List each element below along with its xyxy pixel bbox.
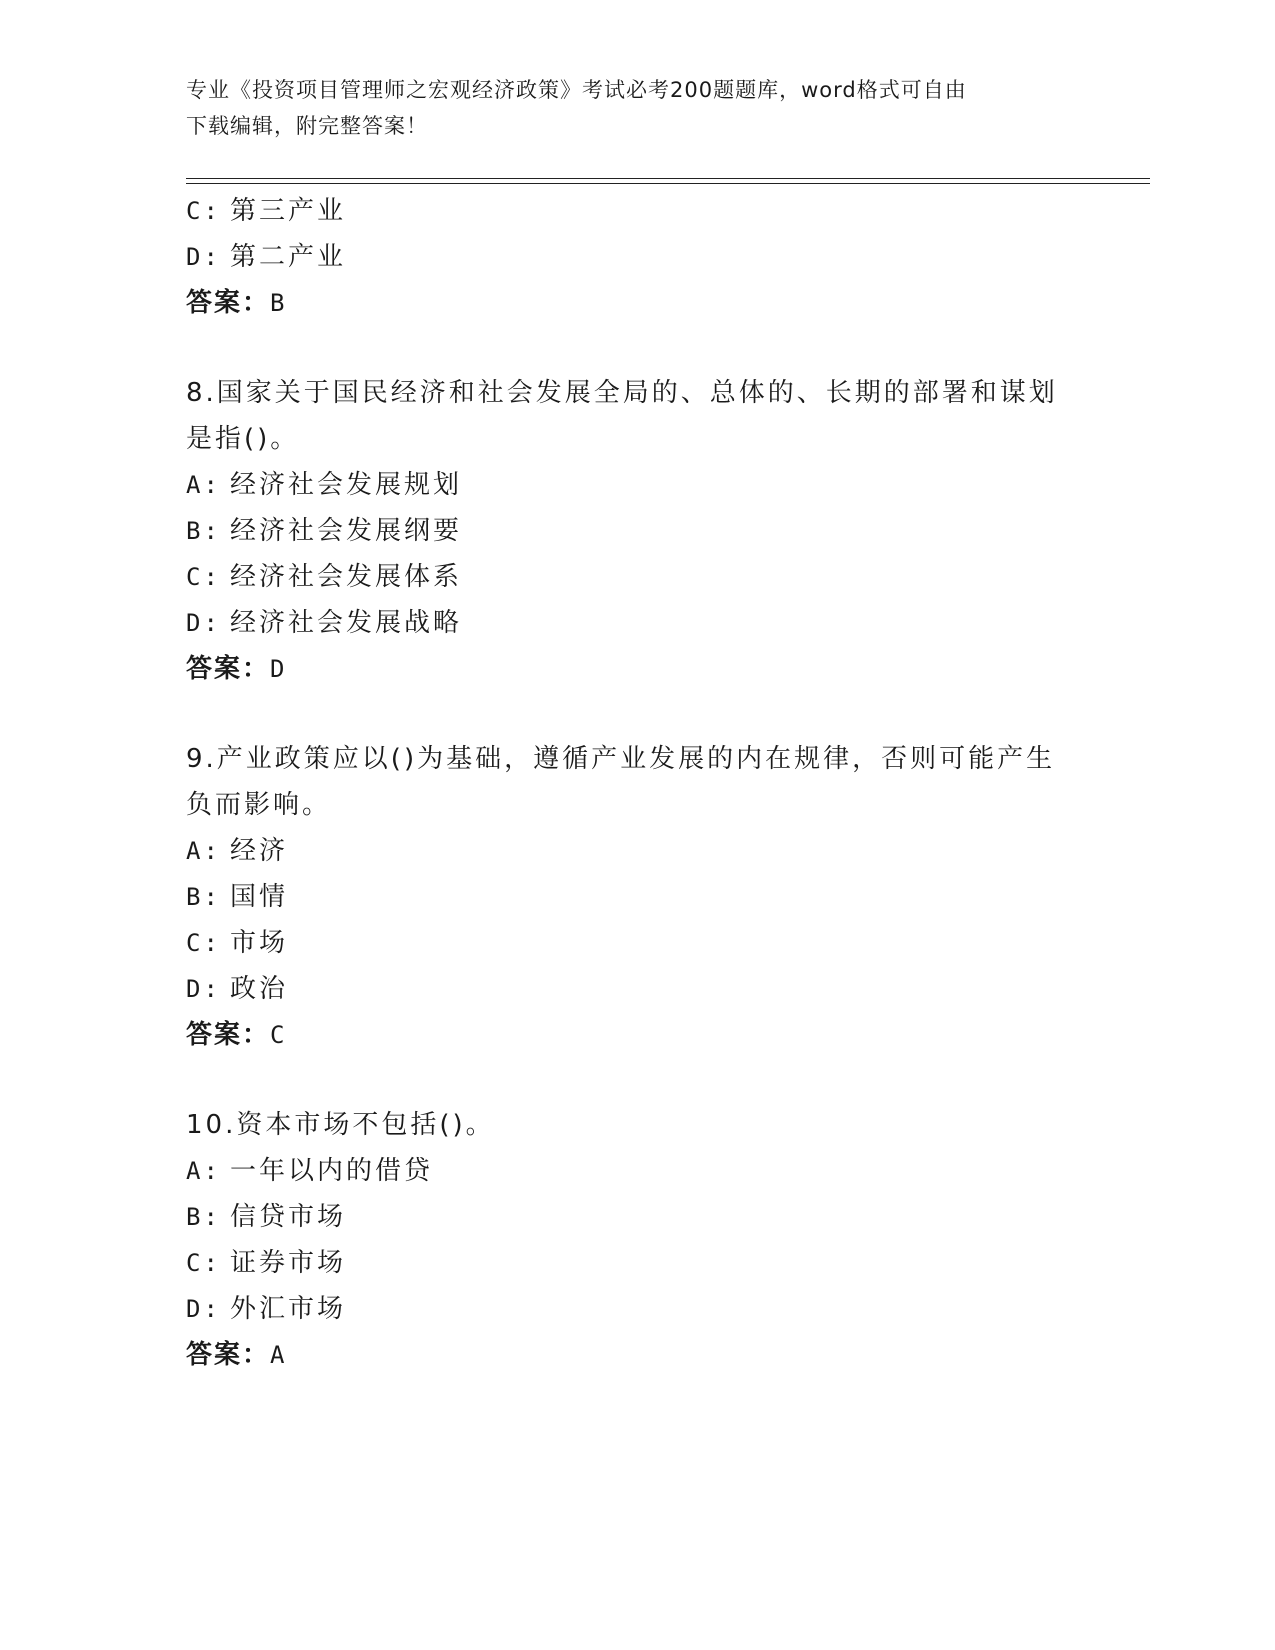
option-letter: D:	[186, 243, 221, 271]
option-text: 政治	[230, 974, 289, 1004]
option-b	[186, 1194, 1086, 1240]
option-letter: D:	[186, 609, 221, 637]
option-c	[186, 920, 1086, 966]
answer-value: D	[270, 655, 287, 683]
option-c	[186, 554, 1086, 600]
option-text: 信贷市场	[230, 1202, 347, 1232]
question-stem-line-2: 是指()。	[186, 424, 300, 454]
option-c	[186, 188, 1086, 234]
question-9	[186, 736, 1086, 1058]
option-text: 国情	[230, 882, 289, 912]
option-d	[186, 234, 1086, 280]
option-text: 经济社会发展规划	[230, 470, 463, 500]
option-letter: D:	[186, 1295, 221, 1323]
option-text: 一年以内的借贷	[230, 1156, 434, 1186]
question-stem-line-1: 10.资本市场不包括()。	[186, 1110, 495, 1140]
answer-value: B	[270, 289, 287, 317]
option-d	[186, 600, 1086, 646]
option-letter: A:	[186, 1157, 221, 1185]
option-letter: C:	[186, 563, 221, 591]
option-c	[186, 1240, 1086, 1286]
option-text: 第三产业	[230, 196, 347, 226]
document-header	[186, 72, 1066, 144]
option-text: 市场	[230, 928, 289, 958]
question-stem	[186, 736, 1066, 828]
question-stem	[186, 370, 1066, 462]
answer-label: 答案：	[186, 1020, 271, 1050]
option-d	[186, 966, 1086, 1012]
header-line-1: 专业《投资项目管理师之宏观经济政策》考试必考200题题库，word格式可自由	[186, 78, 967, 102]
answer-label: 答案：	[186, 1340, 271, 1370]
option-a	[186, 828, 1086, 874]
option-d	[186, 1286, 1086, 1332]
option-b	[186, 874, 1086, 920]
answer-label: 答案：	[186, 288, 271, 318]
answer-label: 答案：	[186, 654, 271, 684]
answer-line	[186, 1012, 1086, 1058]
question-8	[186, 370, 1086, 692]
header-divider-top	[186, 178, 1150, 179]
question-stem-line-1: 8.国家关于国民经济和社会发展全局的、总体的、长期的部署和谋划	[186, 378, 1058, 408]
option-text: 经济社会发展体系	[230, 562, 463, 592]
question-content	[186, 188, 1086, 1378]
option-letter: B:	[186, 517, 221, 545]
option-a	[186, 462, 1086, 508]
option-text: 经济社会发展纲要	[230, 516, 463, 546]
option-text: 第二产业	[230, 242, 347, 272]
answer-value: A	[270, 1341, 287, 1369]
option-letter: C:	[186, 1249, 221, 1277]
answer-line	[186, 1332, 1086, 1378]
option-a	[186, 1148, 1086, 1194]
answer-line	[186, 280, 1086, 326]
question-10	[186, 1102, 1086, 1378]
header-divider-bottom	[186, 183, 1150, 184]
option-letter: C:	[186, 929, 221, 957]
option-text: 外汇市场	[230, 1294, 347, 1324]
option-text: 证券市场	[230, 1248, 347, 1278]
option-letter: B:	[186, 883, 221, 911]
question-stem	[186, 1102, 1066, 1148]
question-stem-line-1: 9.产业政策应以()为基础，遵循产业发展的内在规律，否则可能产生	[186, 744, 1056, 774]
header-line-2: 下载编辑，附完整答案！	[186, 114, 428, 138]
option-text: 经济社会发展战略	[230, 608, 463, 638]
option-text: 经济	[230, 836, 289, 866]
option-letter: B:	[186, 1203, 221, 1231]
answer-value: C	[270, 1021, 287, 1049]
option-b	[186, 508, 1086, 554]
option-letter: D:	[186, 975, 221, 1003]
option-letter: A:	[186, 471, 221, 499]
option-letter: C:	[186, 197, 221, 225]
answer-line	[186, 646, 1086, 692]
question-stem-line-2: 负而影响。	[186, 790, 332, 820]
option-letter: A:	[186, 837, 221, 865]
partial-question	[186, 188, 1086, 326]
